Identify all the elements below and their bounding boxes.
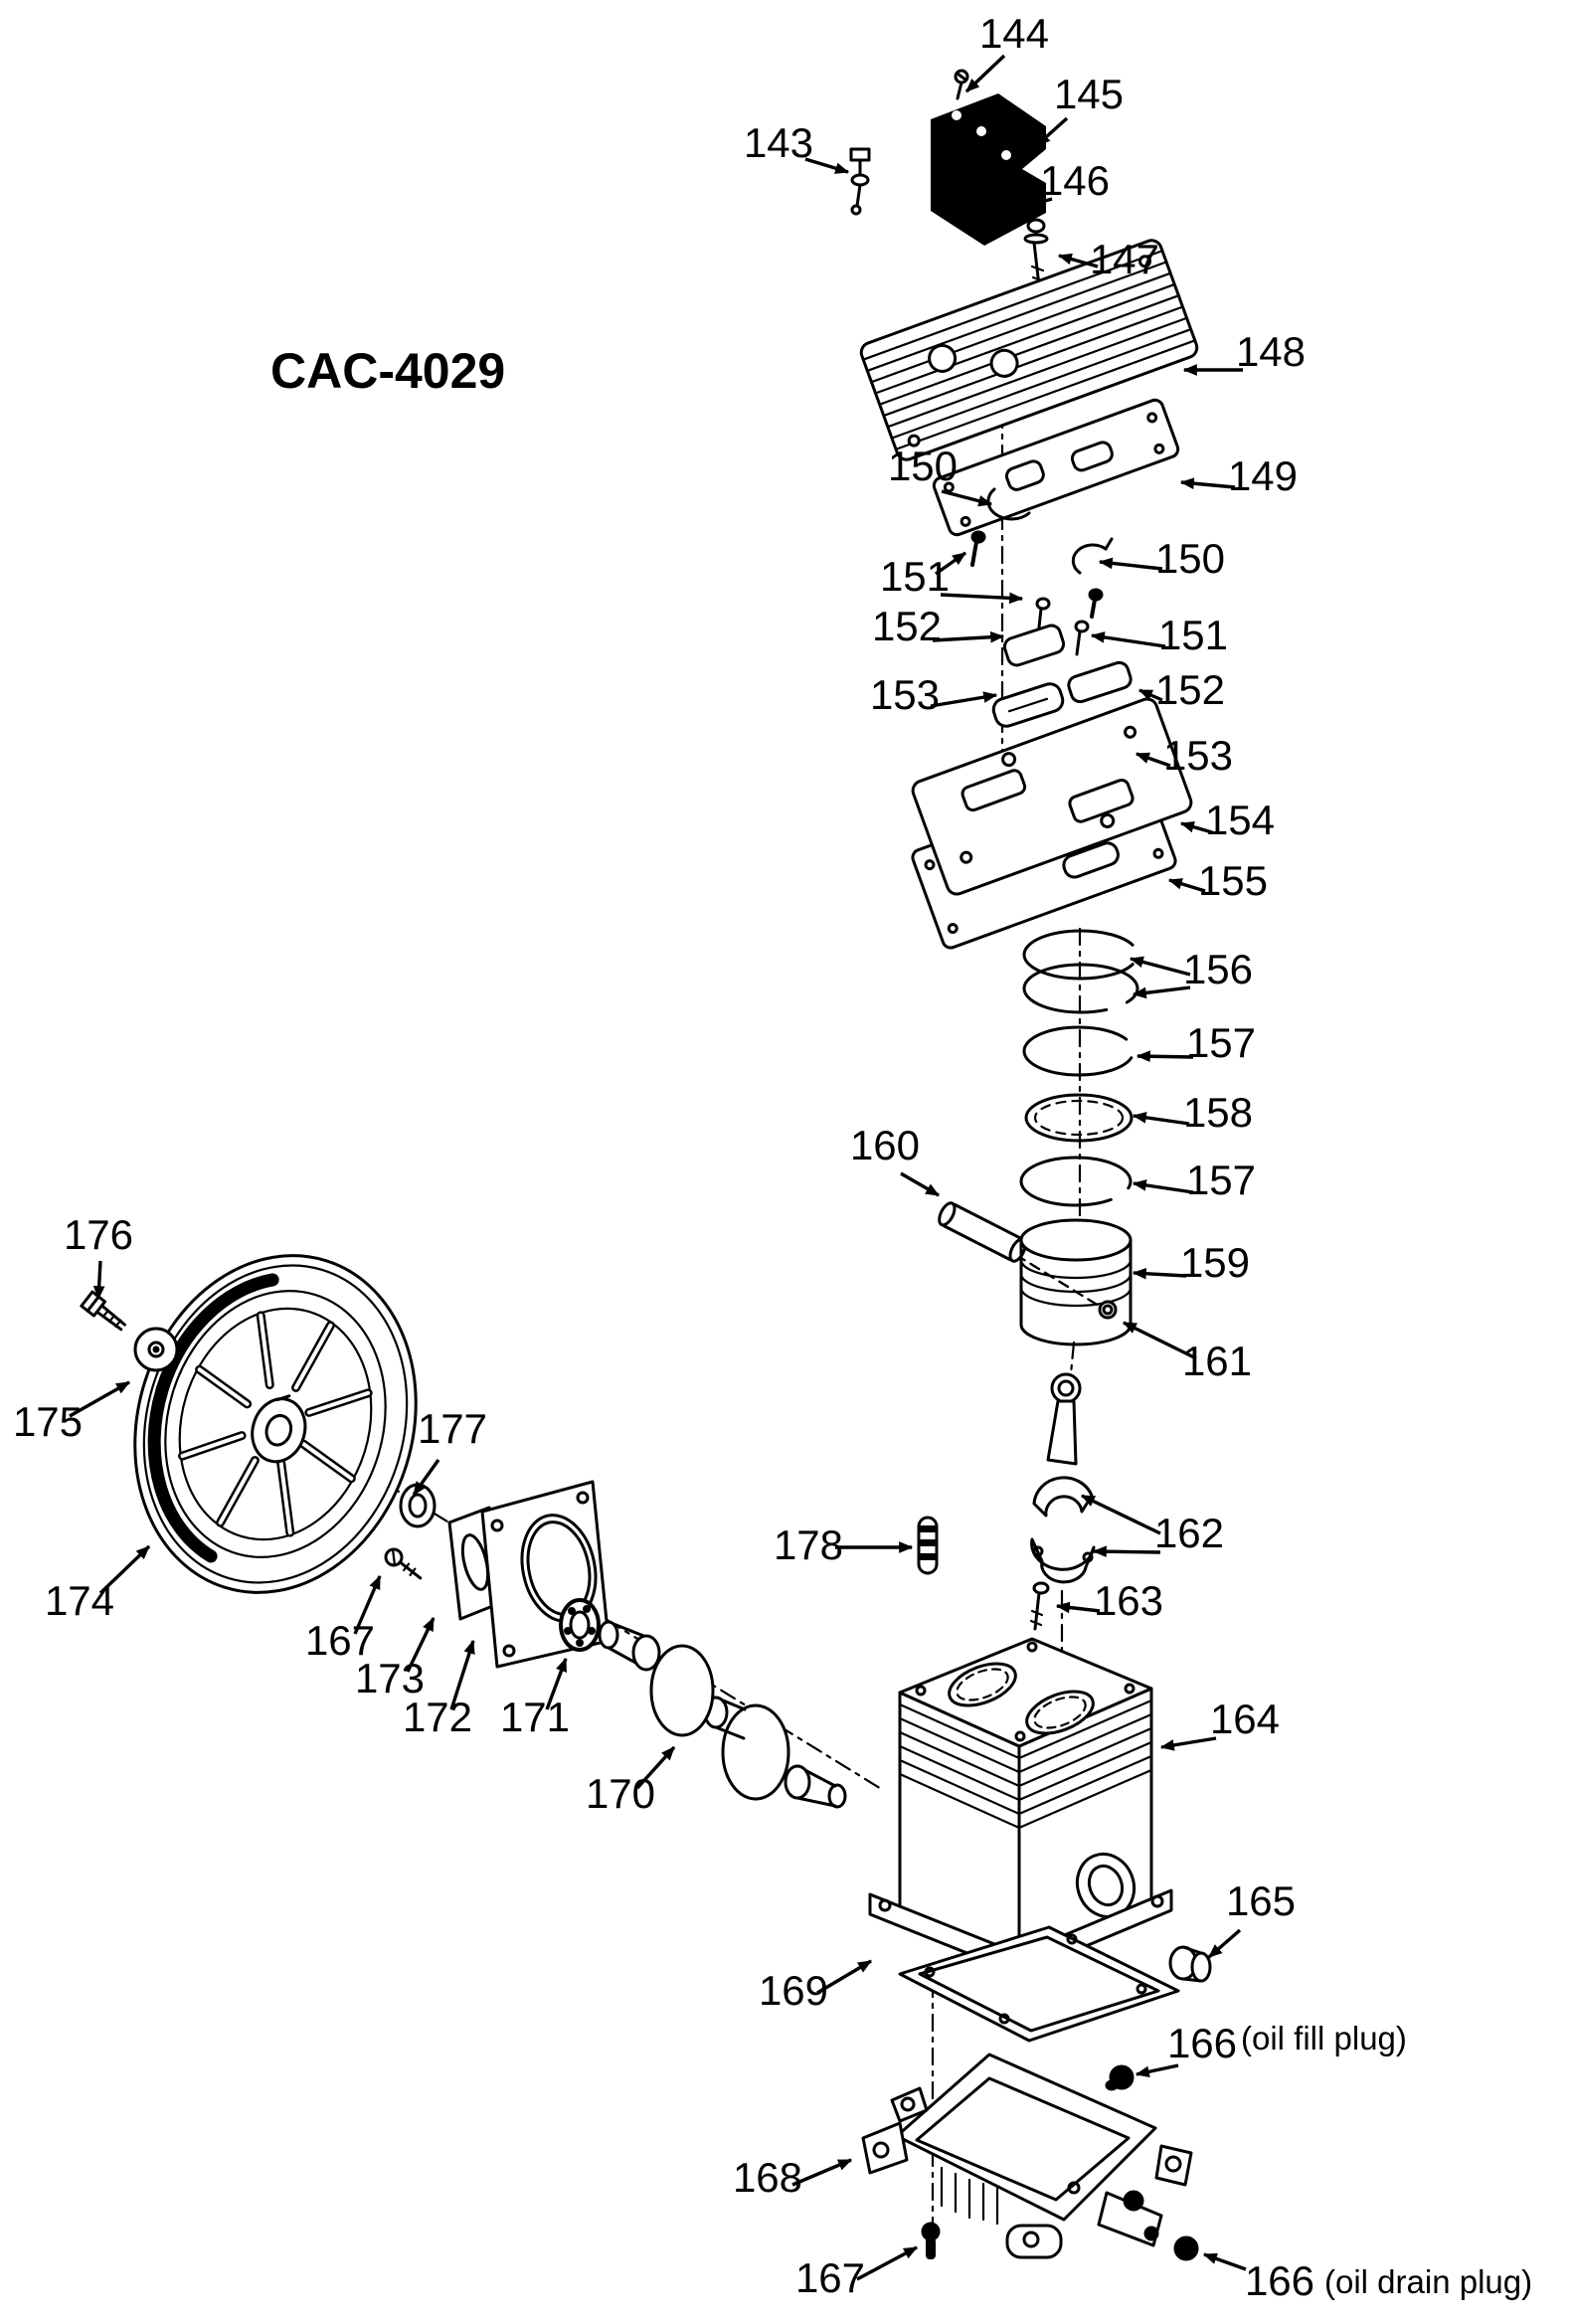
part-number-label: 150 (1154, 535, 1226, 582)
part-number-label: 143 (743, 119, 814, 166)
part-number-label: 157 (1185, 1157, 1257, 1203)
callout-176 (64, 1211, 133, 1299)
oil-fill-plug-drawing (1107, 2066, 1133, 2089)
leader-line (1136, 2065, 1178, 2074)
part-number-label: 153 (1162, 732, 1234, 779)
part-number-label: 164 (1209, 1696, 1281, 1742)
part-number-label: 146 (1039, 157, 1111, 204)
part-number-label: 172 (402, 1694, 473, 1740)
callout-161 (1124, 1323, 1252, 1384)
callout-166 (1204, 2254, 1532, 2304)
leader-line (857, 2247, 917, 2279)
flywheel-washer-drawing (135, 1329, 177, 1370)
callout-170 (586, 1747, 674, 1817)
base-pan-drawing (863, 2055, 1191, 2257)
reed-valve-drawing (1067, 660, 1134, 704)
part-note: (oil fill plug) (1241, 2020, 1407, 2056)
leader-line (1131, 959, 1190, 975)
part-number-label: 151 (1157, 612, 1229, 658)
callout-144 (966, 10, 1049, 91)
callout-153 (870, 671, 996, 718)
part-number-label: 176 (63, 1211, 134, 1258)
part-number-label: 155 (1197, 857, 1269, 904)
leader-line (941, 595, 1022, 599)
plate-screw-drawing (383, 1546, 426, 1584)
callout-158 (1134, 1089, 1253, 1136)
ball-bearing-drawing (561, 1600, 599, 1650)
callout-157 (1137, 1019, 1256, 1066)
leader-line (1134, 1183, 1193, 1192)
leader-line (1161, 1738, 1216, 1747)
leader-line (1094, 1551, 1160, 1552)
callout-152 (872, 603, 1003, 649)
part-number-label: 147 (1089, 236, 1160, 282)
flywheel-drawing (94, 1220, 457, 1628)
callout-165 (1209, 1877, 1296, 1957)
part-number-label: 169 (758, 1967, 829, 2014)
part-number-label: 170 (585, 1770, 656, 1817)
callout-164 (1161, 1696, 1280, 1747)
part-number-label: 167 (794, 2254, 866, 2301)
callout-167 (795, 2247, 917, 2301)
part-number-label: 171 (499, 1694, 571, 1740)
callout-163 (1057, 1577, 1163, 1624)
part-number-label: 152 (1154, 666, 1226, 713)
callout-171 (500, 1659, 570, 1740)
callouts (13, 10, 1532, 2304)
oil-drain-plug-drawing (1175, 2237, 1197, 2259)
leader-line (1181, 482, 1235, 487)
part-number-label: 145 (1053, 71, 1125, 117)
reed-valve-drawing (1002, 624, 1066, 668)
pin-retainer-drawing (1100, 1302, 1116, 1318)
callout-168 (733, 2154, 851, 2201)
part-number-label: 165 (1225, 1877, 1297, 1924)
part-note: (oil drain plug) (1324, 2263, 1533, 2300)
crankcase-plug-drawing (1170, 1947, 1210, 1981)
part-number-label: 168 (732, 2154, 803, 2201)
part-number-label: 152 (871, 603, 943, 649)
callout-145 (1037, 71, 1124, 145)
leader-line (1100, 562, 1162, 569)
part-number-label: 162 (1153, 1510, 1225, 1556)
callout-169 (759, 1961, 871, 2014)
callout-177 (414, 1405, 487, 1495)
part-number-label: 166 (1244, 2257, 1315, 2304)
leader-line (1092, 635, 1165, 646)
callout-167 (305, 1576, 380, 1664)
part-number-label: 167 (304, 1617, 376, 1664)
callout-159 (1134, 1239, 1250, 1286)
part-number-label: 159 (1179, 1239, 1251, 1286)
leader-line (1204, 2254, 1246, 2269)
inlet-fitting-drawing (851, 149, 869, 214)
leader-line (1209, 1930, 1240, 1957)
part-number-label: 154 (1204, 797, 1276, 843)
diagram-title: CAC-4029 (270, 343, 506, 399)
callout-160 (850, 1122, 939, 1195)
part-number-label: 151 (879, 553, 951, 600)
callout-154 (1181, 797, 1275, 843)
rod-bolt-drawing (1031, 1583, 1048, 1629)
callout-174 (45, 1546, 149, 1624)
callout-155 (1169, 857, 1268, 904)
pan-screw-drawing (923, 2224, 939, 2259)
filter-screw-drawing (956, 71, 967, 98)
leader-line (901, 1173, 939, 1195)
cylinder-block-drawing (870, 1639, 1171, 1974)
dipstick-pin-drawing (919, 1518, 937, 1573)
part-number-label: 173 (354, 1655, 426, 1701)
callout-178 (774, 1521, 912, 1568)
part-number-label: 160 (849, 1122, 921, 1168)
leader-line (931, 695, 996, 706)
part-number-label: 149 (1227, 452, 1299, 499)
part-number-label: 153 (869, 671, 941, 718)
leader-line (1082, 1496, 1160, 1533)
part-number-label: 163 (1093, 1577, 1164, 1624)
callout-156 (1131, 946, 1253, 994)
leader-line (966, 56, 1004, 91)
flywheel-screw-drawing (82, 1292, 128, 1335)
callout-148 (1184, 328, 1306, 375)
piston-drawing (1021, 1220, 1131, 1344)
leader-line (98, 1261, 100, 1299)
leader-line (1137, 1056, 1193, 1057)
part-number-label: 144 (978, 10, 1050, 57)
part-number-label: 158 (1182, 1089, 1254, 1136)
callout-162 (1082, 1496, 1224, 1556)
callout-166 (1136, 2020, 1407, 2074)
leader-line (933, 636, 1003, 640)
callout-157 (1134, 1157, 1256, 1203)
callout-151 (1092, 612, 1228, 658)
part-number-label: 166 (1166, 2020, 1238, 2066)
leader-line (1134, 987, 1190, 994)
wrist-pin-drawing (937, 1200, 1029, 1263)
part-number-label: 175 (12, 1398, 84, 1445)
leader-line (1134, 1273, 1186, 1276)
part-number-label: 177 (417, 1405, 488, 1452)
callout-151 (880, 553, 1022, 600)
part-number-label: 148 (1235, 328, 1307, 375)
part-number-label: 156 (1182, 946, 1254, 992)
part-number-label: 178 (773, 1521, 844, 1568)
callout-175 (13, 1382, 129, 1445)
part-number-label: 150 (887, 443, 959, 489)
diagram-artwork (82, 71, 1210, 2259)
part-number-label: 161 (1181, 1338, 1253, 1384)
callout-143 (744, 119, 848, 172)
callout-150 (1100, 535, 1225, 582)
leader-line (1134, 1116, 1189, 1124)
callout-149 (1181, 452, 1298, 499)
part-number-label: 174 (44, 1577, 115, 1624)
part-number-label: 157 (1185, 1019, 1257, 1066)
